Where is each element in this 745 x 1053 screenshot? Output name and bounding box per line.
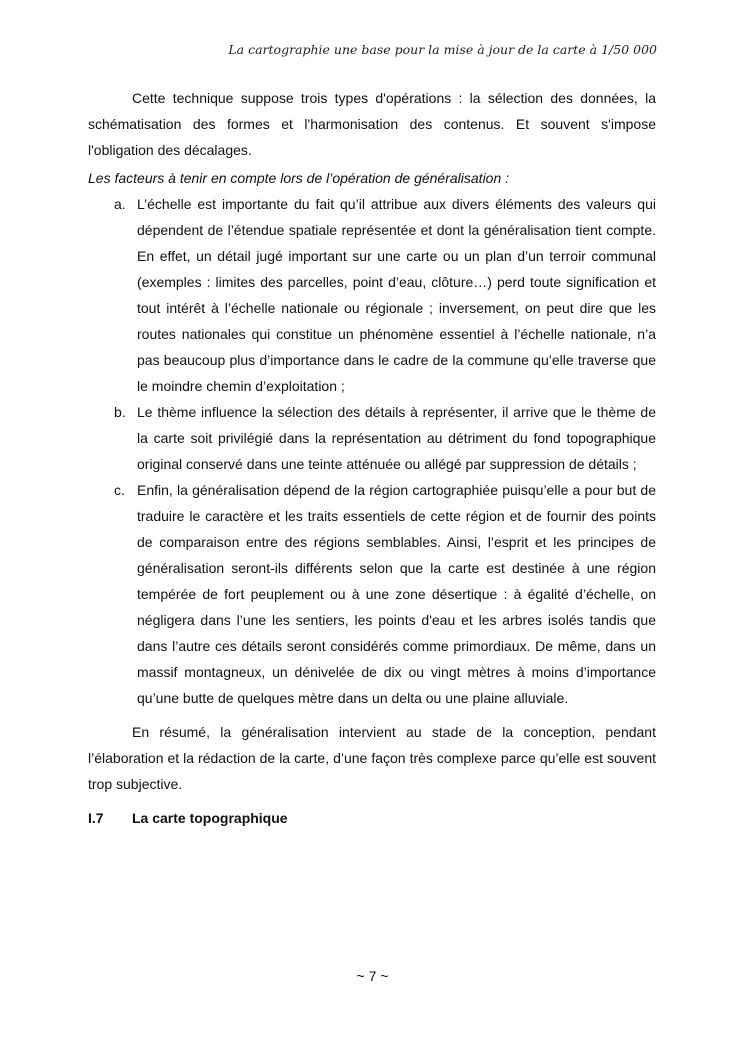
list-item-text: Enfin, la généralisation dépend de la région cartographiée puisqu’elle a pour but de traduire le caractère et les traits essentiels de cette région et de fournir des points de comparaison entre des régions semblables. Ainsi, l’esprit et les principes de généralisation seront-ils différents selon que la carte est destinée à une région tempérée de fort peuplement ou à une zone désertique : à égalité d’échelle, on négligera dans l’une les sentiers, les points d'eau et les arbres isolés tandis que dans l’autre ces détails seront considérés comme primordiaux. De même, dans un massif montagneux, un dénivelée de dix ou vingt mètres à moins d’importance qu’une butte de quelques mètre dans un delta ou une plaine alluviale. (137, 482, 656, 706)
running-header: La cartographie une base pour la mise à jour de la carte à 1/50 000 (228, 42, 657, 57)
section-title: La carte topographique (132, 810, 288, 826)
list-marker: c. (114, 482, 125, 498)
list-item (88, 399, 656, 477)
list-item (88, 477, 656, 711)
section-heading (88, 805, 656, 831)
section-number: I.7 (88, 810, 104, 826)
factors-list (88, 191, 656, 711)
list-item (88, 191, 656, 399)
intro-paragraph: Cette technique suppose trois types d'opérations : la sélection des données, la schématisation des formes et l'harmonisation des contenus. Et souvent s'impose l'obligation des décalages. (88, 90, 656, 158)
page-number: ~ 7 ~ (356, 968, 389, 984)
factors-heading: Les facteurs à tenir en compte lors de l’opération de généralisation : (88, 170, 510, 186)
list-marker: b. (114, 404, 126, 420)
list-item-text: L’échelle est importante du fait qu’il attribue aux divers éléments des valeurs qui dépendent de l’étendue spatiale représentée et dont la généralisation tient compte. En effet, un détail jugé important sur une carte ou un plan d’un terroir communal (exemples : limites des parcelles, point d’eau, clôture…) perd toute signification et tout intérêt à l’échelle nationale ou régionale ; inversement, on peut dire que les routes nationales qui constitue un phénomène essentiel à l’échelle nationale, n’a pas beaucoup plus d’importance dans le cadre de la commune qu’elle traverse que le moindre chemin d’exploitation ; (137, 196, 656, 394)
list-marker: a. (114, 196, 126, 212)
list-item-text: Le thème influence la sélection des détails à représenter, il arrive que le thème de la carte soit privilégié dans la représentation au détriment du fond topographique original conservé dans une teinte atténuée ou allégé par suppression de détails ; (137, 404, 656, 472)
summary-paragraph: En résumé, la généralisation intervient au stade de la conception, pendant l’élaboration et la rédaction de la carte, d’une façon très complexe parce qu’elle est souvent trop subjective. (88, 724, 656, 792)
body-text (88, 85, 656, 831)
